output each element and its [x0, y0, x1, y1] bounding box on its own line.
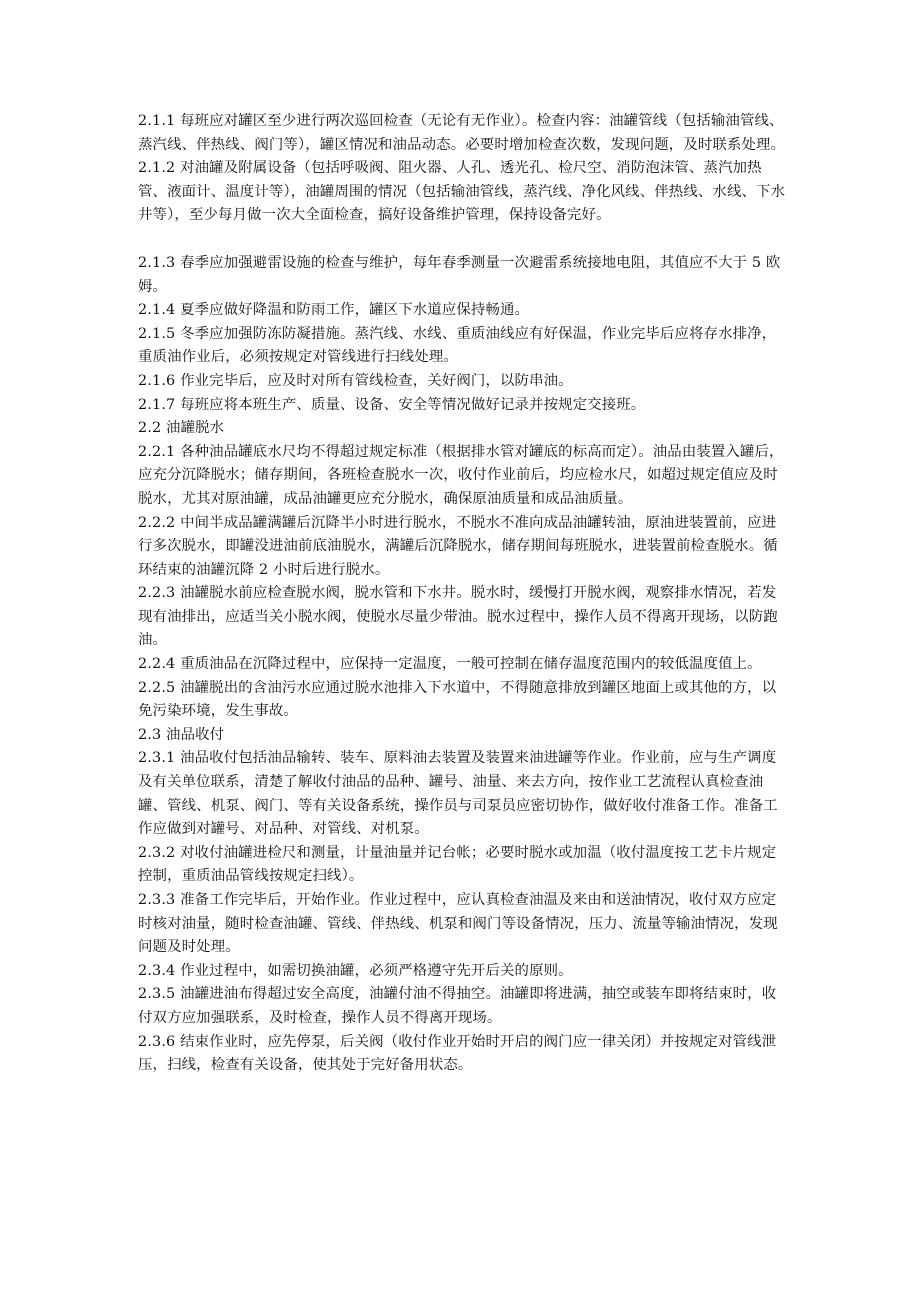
- paragraph-2-3-2: 2.3.2 对收付油罐进检尺和测量，计量油量并记台帐；必要时脱水或加温（收付温度按工艺卡片规定控制，重质油品管线按规定扫线）。: [138, 844, 777, 885]
- paragraph-2-3-4: 2.3.4 作业过程中，如需切换油罐，必须严格遵守先开后关的原则。: [138, 962, 573, 979]
- paragraph-2-1-3: 2.1.3 春季应加强避雷设施的检查与维护，每年春季测量一次避雷系统接地电阻，其值应不大于 5 欧姆。: [138, 254, 781, 295]
- paragraph-2-1-2: 2.1.2 对油罐及附属设备（包括呼吸阀、阻火器、人孔、透光孔、检尺空、消防泡沫管、蒸汽加热管、液面计、温度计等），油罐周围的情况（包括输油管线，蒸汽线、净化风线、伴热线、水线、下水井等），至少每月做一次大全面检查，搞好设备维护管理，保持设备完好。: [138, 160, 786, 224]
- paragraph-2-3-6: 2.3.6 结束作业时，应先停泵，后关阀（收付作业开始时开启的阀门应一律关闭）并按规定对管线泄压，扫线，检查有关设备，使其处于完好备用状态。: [138, 1033, 777, 1074]
- paragraph-2-1-5: 2.1.5 冬季应加强防冻防凝措施。蒸汽线、水线、重质油线应有好保温，作业完毕后应将存水排净，重质油作业后，必须按规定对管线进行扫线处理。: [138, 325, 777, 366]
- paragraph-2-2-1: 2.2.1 各种油品罐底水尺均不得超过规定标准（根据排水管对罐底的标高而定）。油品由装置入罐后，应充分沉降脱水；储存期间，各班检查脱水一次，收付作业前后，均应检水尺，如超过规定值应及时脱水，尤其对原油罐，成品油罐更应充分脱水，确保原油质量和成品油质量。: [138, 443, 784, 507]
- document-body: [138, 110, 788, 1078]
- paragraph-2-1-1: 2.1.1 每班应对罐区至少进行两次巡回检查（无论有无作业）。检查内容：油罐管线（包括输油管线、蒸汽线、伴热线、阀门等），罐区情况和油品动态。必要时增加检查次数，发现问题，及时联系处理。: [138, 113, 786, 153]
- paragraph-2-1-6: 2.1.6 作业完毕后，应及时对所有管线检查，关好阀门，以防串油。: [138, 372, 573, 389]
- paragraph-2-2-5: 2.2.5 油罐脱出的含油污水应通过脱水池排入下水道中，不得随意排放到罐区地面上或其他的方，以免污染环境，发生事故。: [138, 679, 777, 720]
- paragraph-2-3-5: 2.3.5 油罐进油布得超过安全高度，油罐付油不得抽空。油罐即将进满，抽空或装车即将结束时，收付双方应加强联系，及时检查，操作人员不得离开现场。: [138, 986, 777, 1026]
- paragraph-2-1-7: 2.1.7 每班应将本班生产、质量、设备、安全等情况做好记录并按规定交接班。: [138, 396, 646, 413]
- paragraph-2-2-2: 2.2.2 中间半成品罐满罐后沉降半小时进行脱水，不脱水不准向成品油罐转油，原油进装置前，应进行多次脱水，即罐没进油前底油脱水，满罐后沉降脱水，储存期间每班脱水，进装置前检查脱水。循环结束的油罐沉降 2 小时后进行脱水。: [138, 514, 778, 578]
- paragraph-2-2-3: 2.2.3 油罐脱水前应检查脱水阀，脱水管和下水井。脱水时，缓慢打开脱水阀，观察排水情况，若发现有油排出，应适当关小脱水阀，使脱水尽量少带油。脱水过程中，操作人员不得离开现场，以防跑油。: [138, 585, 778, 649]
- paragraph-2-2-4: 2.2.4 重质油品在沉降过程中，应保持一定温度，一般可控制在储存温度范围内的较低温度值上。: [138, 656, 762, 673]
- section-heading-2-3: 2.3 油品收付: [138, 726, 225, 743]
- paragraph-2-1-4: 2.1.4 夏季应做好降温和防雨工作，罐区下水道应保持畅通。: [138, 302, 530, 319]
- section-heading-2-2: 2.2 油罐脱水: [138, 420, 225, 437]
- paragraph-gap: [138, 228, 788, 252]
- paragraph-2-3-3: 2.3.3 准备工作完毕后，开始作业。作业过程中，应认真检查油温及来由和送油情况，收付双方应定时核对油量，随时检查油罐、管线、伴热线、机泵和阀门等设备情况，压力、流量等输油情况，发现问题及时处理。: [138, 892, 778, 956]
- paragraph-2-3-1: 2.3.1 油品收付包括油品输转、装车、原料油去装置及装置来油进罐等作业。作业前，应与生产调度及有关单位联系，清楚了解收付油品的品种、罐号、油量、来去方向，按作业工艺流程认真检查油罐、管线、机泵、阀门、等有关设备系统，操作员与司泵员应密切协作，做好收付准备工作。准备工作应做到对罐号、对品种、对管线、对机泵。: [138, 750, 778, 838]
